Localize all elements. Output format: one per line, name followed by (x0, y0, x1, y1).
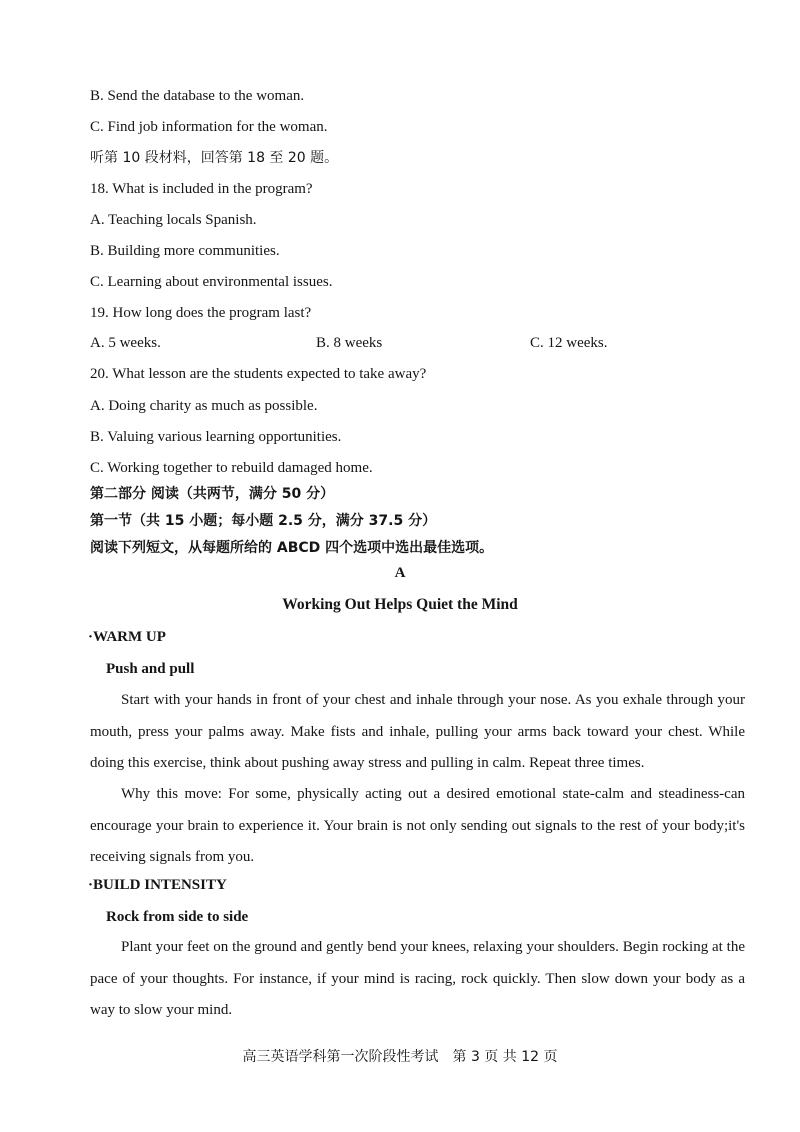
material-10-instruction: 听第 10 段材料，回答第 18 至 20 题。 (90, 150, 339, 166)
q20-option-a: A. Doing charity as much as possible. (90, 398, 318, 414)
push-pull-heading: Push and pull (106, 661, 195, 677)
passage-letter: A (394, 565, 406, 581)
q18-option-a: A. Teaching locals Spanish. (90, 212, 257, 228)
q20-option-c: C. Working together to rebuild damaged home. (90, 460, 373, 476)
push-pull-paragraph: Start with your hands in front of your chest and inhale through your nose. As you exhale through your mouth, press your palms away. Make fists and inhale, pulling your arms back toward your chest. While doing this exercise, think about pushing away stress and pulling in calm. Repeat three times. (90, 692, 745, 771)
q20-question: 20. What lesson are the students expected to take away? (90, 366, 427, 382)
passage-title: Working Out Helps Quiet the Mind (282, 596, 518, 613)
rock-side-paragraph: Plant your feet on the ground and gently bend your knees, relaxing your shoulders. Begin rocking at the pace of your thoughts. For instance, if your mind is racing, rock quickly. Then slow down your body as a way to slow your mind. (90, 939, 745, 1018)
q18-question: 18. What is included in the program? (90, 181, 313, 197)
page-footer: 高三英语学科第一次阶段性考试 第 3 页 共 12 页 (242, 1049, 558, 1065)
q20-option-b: B. Valuing various learning opportunities. (90, 429, 342, 445)
rock-side-heading: Rock from side to side (106, 909, 249, 925)
build-intensity-heading: ·BUILD INTENSITY (88, 877, 227, 893)
q17-option-c: C. Find job information for the woman. (90, 119, 328, 135)
q18-option-c: C. Learning about environmental issues. (90, 274, 333, 290)
q19-question: 19. How long does the program last? (90, 305, 312, 321)
section-one-title: 第一节（共 15 小题；每小题 2.5 分，满分 37.5 分） (90, 513, 437, 529)
q18-option-b: B. Building more communities. (90, 243, 280, 259)
q19-option-c: C. 12 weeks. (530, 335, 608, 351)
why-this-move-paragraph: Why this move: For some, physically acting out a desired emotional state-calm and steadiness-can encourage your brain to experience it. Your brain is not only sending out signals to the rest of your body;it's receiving signals from you. (90, 786, 745, 865)
warm-up-heading: ·WARM UP (88, 629, 166, 645)
reading-instruction: 阅读下列短文，从每题所给的 ABCD 四个选项中选出最佳选项。 (90, 540, 494, 556)
q17-option-b: B. Send the database to the woman. (90, 88, 305, 104)
q19-option-a: A. 5 weeks. (90, 335, 161, 351)
q19-option-b: B. 8 weeks (316, 335, 383, 351)
part-two-title: 第二部分 阅读（共两节，满分 50 分） (90, 486, 335, 502)
